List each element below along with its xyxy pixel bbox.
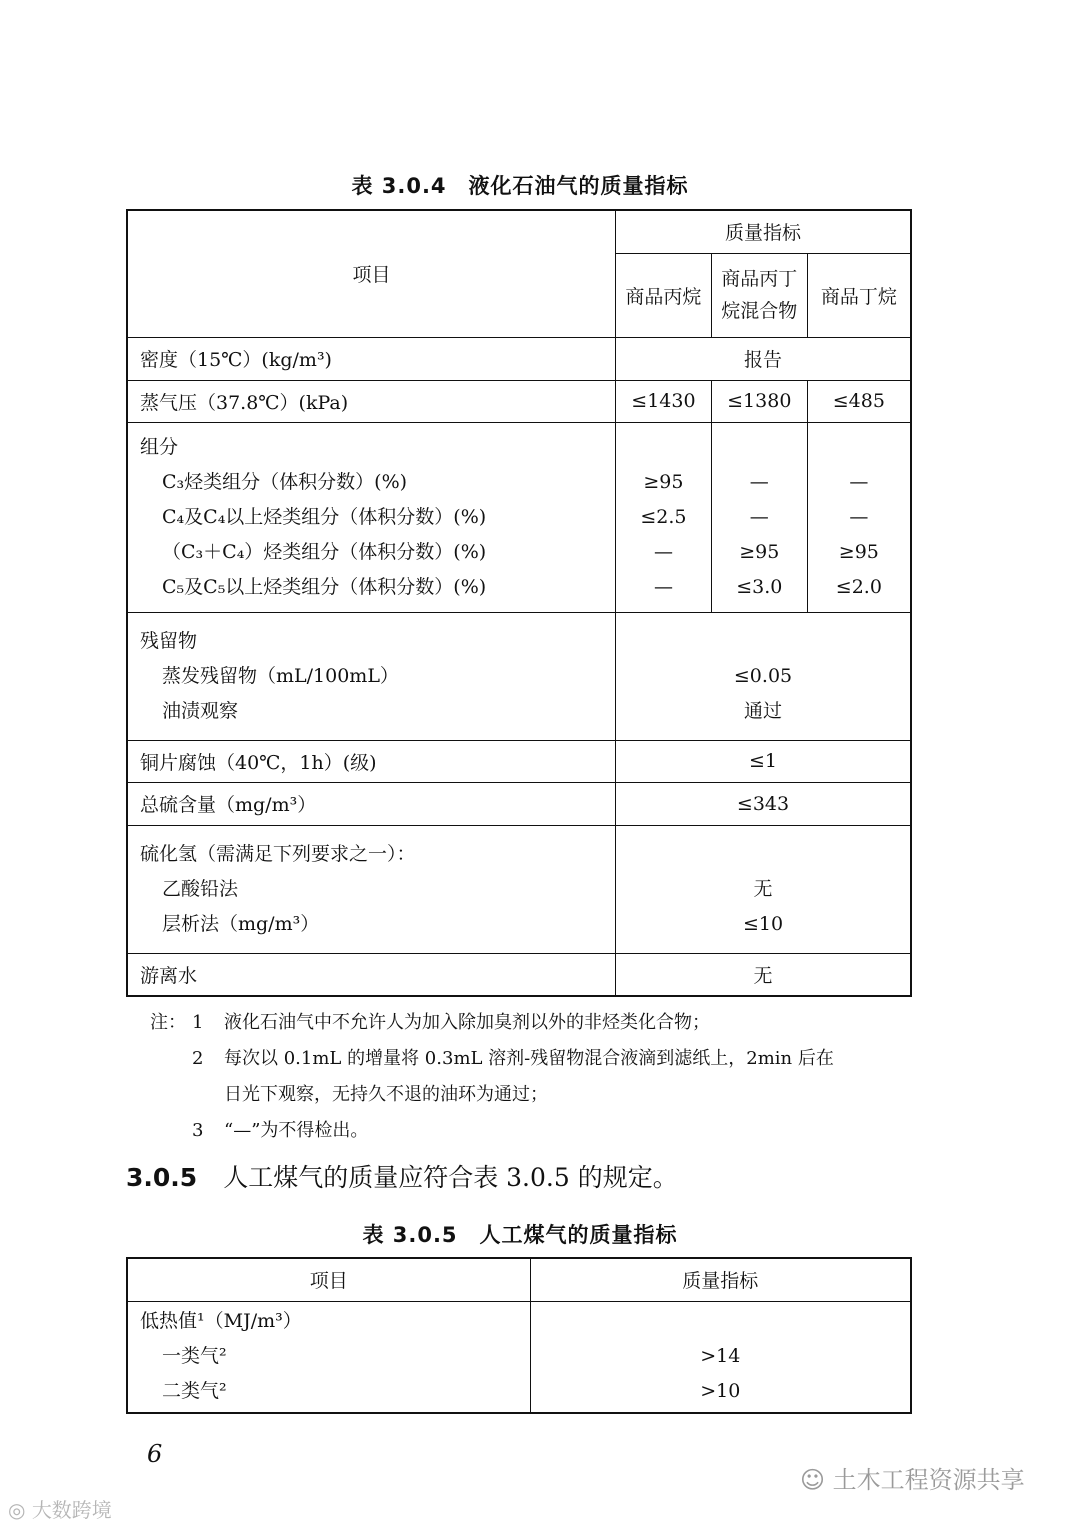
composition-value: ≤2.5 bbox=[640, 505, 687, 528]
section-text: 人工煤气的质量应符合表 3.0.5 的规定。 bbox=[223, 1163, 678, 1192]
composition-row-label: C₅及C₅以上烃类组分（体积分数）(%) bbox=[162, 575, 487, 598]
watermark-left-text: 大数跨境 bbox=[31, 1498, 112, 1522]
sulfur-label: 总硫含量（mg/m³） bbox=[127, 782, 616, 825]
composition-butane bbox=[807, 422, 911, 612]
composition-value: ≤3.0 bbox=[736, 575, 783, 598]
watermark-logo-icon: ◎ bbox=[8, 1498, 26, 1522]
heat-title: 低热值¹（MJ/m³） bbox=[140, 1310, 302, 1333]
table1-caption: 表 3.0.4 液化石油气的质量指标 bbox=[351, 174, 689, 198]
header-butane: 商品丁烷 bbox=[807, 253, 911, 337]
note-text-cont: 日光下观察，无持久不退的油环为通过； bbox=[224, 1084, 548, 1105]
watermark-right bbox=[800, 1460, 1025, 1495]
composition-row-label: （C₃＋C₄）烃类组分（体积分数）(%) bbox=[162, 540, 487, 563]
h2s-lead-label: 乙酸铅法 bbox=[162, 877, 239, 900]
density-label: 密度（15℃）(kg/m³) bbox=[127, 337, 616, 380]
header-mixture-line1: 商品丙丁 bbox=[721, 268, 798, 290]
copper-label: 铜片腐蚀（40℃，1h）(级) bbox=[127, 740, 616, 782]
heat-row-label: 一类气² bbox=[162, 1345, 227, 1368]
vapor-butane: ≤485 bbox=[807, 380, 911, 422]
water-value: 无 bbox=[616, 953, 911, 996]
composition-row-label: C₃烃类组分（体积分数）(%) bbox=[162, 470, 408, 493]
h2s-values bbox=[616, 825, 911, 953]
table-notes bbox=[150, 1005, 920, 1149]
composition-value: — bbox=[653, 540, 673, 563]
section-3-0-5 bbox=[126, 1158, 678, 1194]
residue-evap-label: 蒸发残留物（mL/100mL） bbox=[162, 664, 399, 687]
composition-value: ≥95 bbox=[739, 540, 780, 563]
note-item bbox=[150, 1041, 920, 1113]
note-item bbox=[150, 1113, 920, 1149]
h2s-lead-value: 无 bbox=[753, 877, 773, 900]
watermark-right-text: 土木工程资源共享 bbox=[832, 1466, 1025, 1494]
header-mixture bbox=[711, 253, 807, 337]
header-propane: 商品丙烷 bbox=[616, 253, 712, 337]
vapor-label: 蒸气压（37.8℃）(kPa) bbox=[127, 380, 616, 422]
heat-value: >14 bbox=[700, 1345, 741, 1368]
header-item: 项目 bbox=[127, 210, 616, 337]
header-quality: 质量指标 bbox=[616, 210, 911, 253]
residue-labels bbox=[127, 612, 616, 740]
residue-values bbox=[616, 612, 911, 740]
wechat-icon: ☺ bbox=[800, 1466, 826, 1494]
note-number: 2 bbox=[192, 1048, 204, 1069]
heat-labels bbox=[127, 1301, 530, 1413]
note-number: 1 bbox=[192, 1012, 204, 1033]
vapor-propane: ≤1430 bbox=[616, 380, 712, 422]
t2-header-item: 项目 bbox=[127, 1258, 530, 1301]
h2s-labels bbox=[127, 825, 616, 953]
composition-labels bbox=[127, 422, 616, 612]
section-number: 3.0.5 bbox=[126, 1163, 198, 1192]
lpg-quality-table bbox=[126, 209, 912, 997]
t2-header-quality: 质量指标 bbox=[530, 1258, 911, 1301]
composition-propane bbox=[616, 422, 712, 612]
composition-value: ≤2.0 bbox=[835, 575, 882, 598]
composition-title: 组分 bbox=[140, 435, 179, 458]
note-item bbox=[150, 1005, 920, 1041]
composition-value: ≥95 bbox=[643, 470, 684, 493]
h2s-chrom-value: ≤10 bbox=[742, 912, 784, 935]
heat-values bbox=[530, 1301, 911, 1413]
heat-value: >10 bbox=[700, 1380, 741, 1403]
note-text: “—”为不得检出。 bbox=[224, 1120, 369, 1141]
composition-mixture bbox=[711, 422, 807, 612]
composition-value: — bbox=[849, 470, 869, 493]
density-value: 报告 bbox=[616, 337, 911, 380]
h2s-chrom-label: 层析法（mg/m³） bbox=[162, 912, 320, 935]
manufactured-gas-table bbox=[126, 1257, 912, 1414]
residue-oil-value: 通过 bbox=[744, 699, 783, 722]
header-mixture-line2: 烷混合物 bbox=[721, 300, 798, 322]
note-text: 液化石油气中不允许人为加入除加臭剂以外的非烃类化合物； bbox=[224, 1012, 710, 1033]
composition-value: — bbox=[849, 505, 869, 528]
composition-value: — bbox=[749, 470, 769, 493]
residue-evap-value: ≤0.05 bbox=[733, 664, 793, 687]
composition-row-label: C₄及C₄以上烃类组分（体积分数）(%) bbox=[162, 505, 487, 528]
composition-value: — bbox=[749, 505, 769, 528]
page-number: 6 bbox=[147, 1440, 163, 1468]
composition-value: ≥95 bbox=[838, 540, 879, 563]
sulfur-value: ≤343 bbox=[616, 782, 911, 825]
residue-title: 残留物 bbox=[140, 629, 198, 652]
composition-value: — bbox=[653, 575, 673, 598]
water-label: 游离水 bbox=[127, 953, 616, 996]
note-text: 每次以 0.1mL 的增量将 0.3mL 溶剂-残留物混合液滴到滤纸上，2min 后在 bbox=[224, 1048, 834, 1069]
vapor-mixture: ≤1380 bbox=[711, 380, 807, 422]
heat-row-label: 二类气² bbox=[162, 1380, 227, 1403]
table2-caption: 表 3.0.5 人工煤气的质量指标 bbox=[362, 1223, 678, 1247]
note-label: 注： bbox=[150, 1012, 186, 1033]
residue-oil-label: 油渍观察 bbox=[162, 699, 239, 722]
h2s-title: 硫化氢（需满足下列要求之一）： bbox=[140, 842, 416, 865]
note-number: 3 bbox=[192, 1120, 204, 1141]
watermark-left bbox=[8, 1494, 112, 1523]
copper-value: ≤1 bbox=[616, 740, 911, 782]
